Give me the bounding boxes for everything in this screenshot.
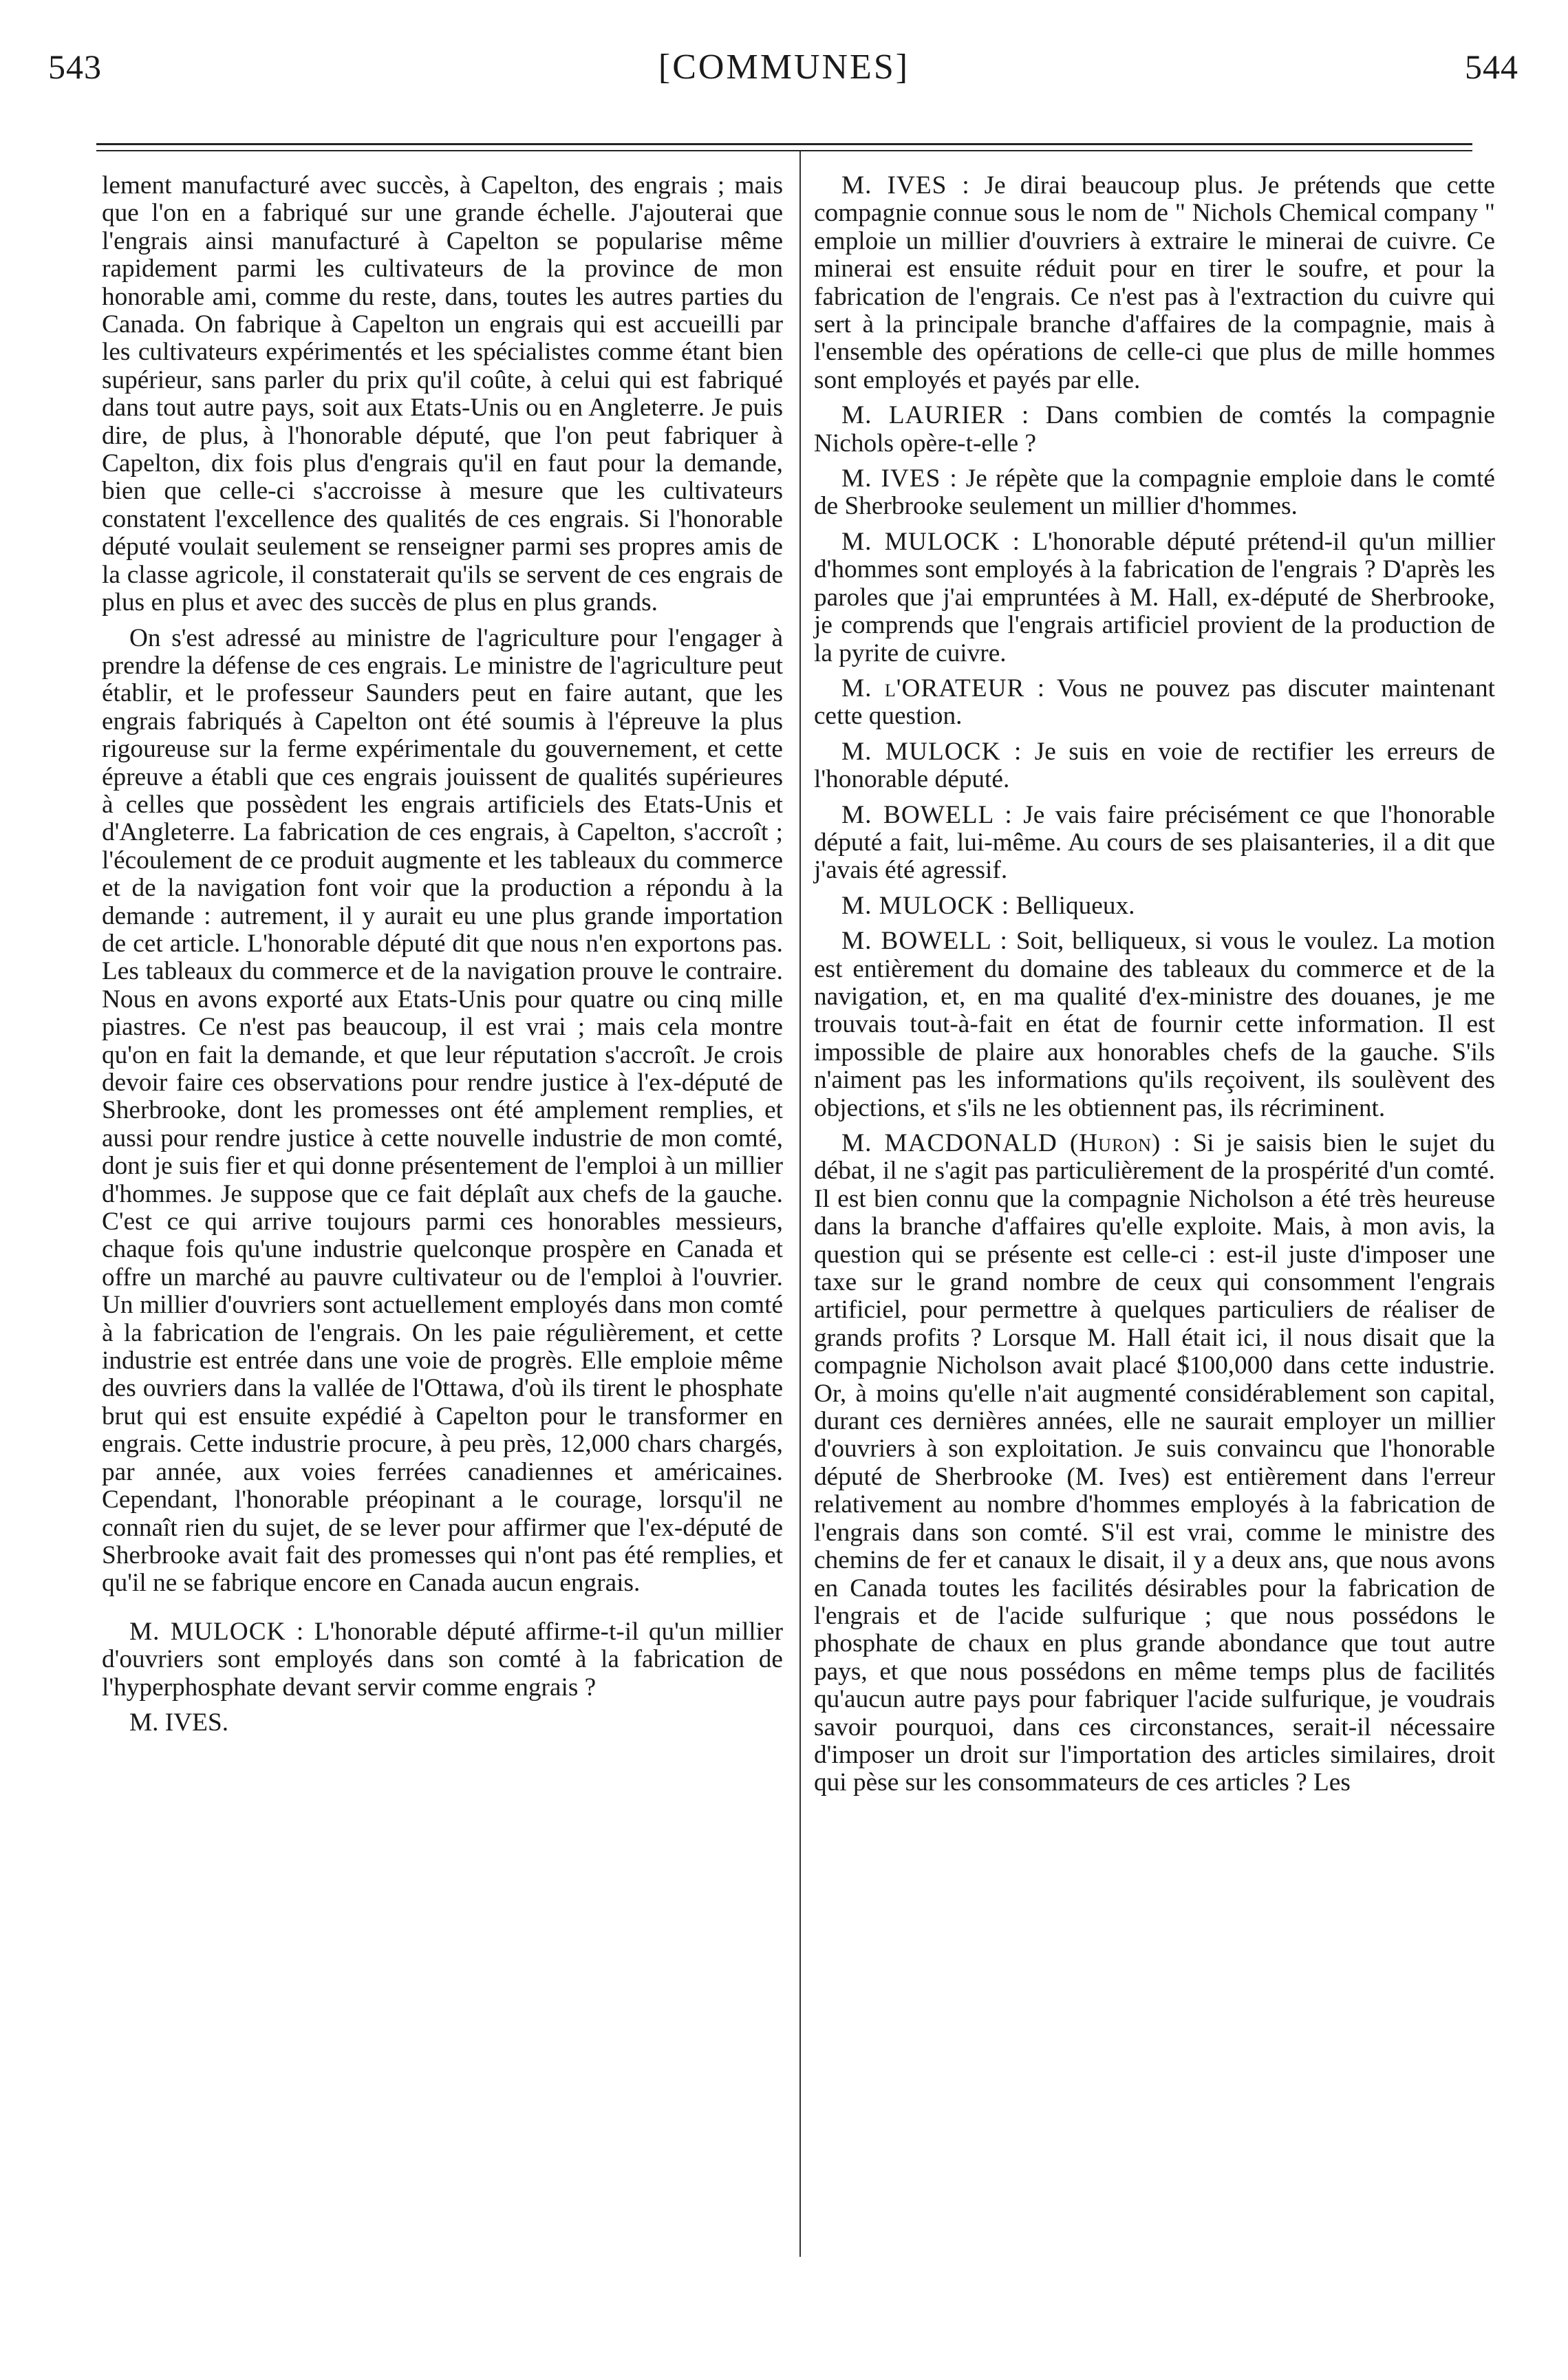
speaker-name: M. l'ORATEUR :: [841, 674, 1046, 703]
column-divider: [799, 151, 801, 2257]
right-column: [814, 172, 1495, 1805]
header-rule-top: [96, 143, 1472, 145]
paragraph: lement manufacturé avec succès, à Capelton, des engrais ; mais que l'on en a fabriqué sur une grande échelle. J'ajouterai que l'engrais ainsi manufacturé à Capelton se popularise même rapidement parmi les cultivateurs de la province de mon honorable ami, comme du reste, dans, toutes les autres parties du Canada. On fabrique à Capelton un engrais qui est accueilli par les cultivateurs expérimentés et les spécialistes comme étant bien supérieur, sans parler du prix qu'il coûte, à celui qui est fabriqué dans tout autre pays, soit aux Etats-Unis ou en Angleterre. Je puis dire, de plus, à l'honorable député, que l'on peut fabriquer à Capelton, dix fois plus d'engrais qu'il en faut pour la demande, bien que celle-ci s'accroisse à mesure que les cultivateurs constatent l'excellence des qualités de ces engrais. Si l'honorable député voulait seulement se renseigner parmi ses propres amis de la classe agricole, il constaterait qu'ils se servent de ces engrais de plus en plus et avec des succès de plus en plus grands.: [102, 171, 783, 617]
header-rule-bottom: [96, 150, 1472, 151]
speaker-name: M. MACDONALD (Huron) :: [841, 1129, 1181, 1157]
speech-text: Soit, belliqueux, si vous le voulez. La motion est entièrement du domaine des tableaux du commerce et de la navigation, et, en ma qualité d'ex-ministre des douanes, je me trouvais tout-à-fait en état de fournir cette information. Il est impossible de plaire aux honorables chefs de la gauche. S'ils n'aiment pas les informations qu'ils reçoivent, ils soulèvent des objections, et s'ils ne les obtiennent pas, ils récriminent.: [814, 927, 1496, 1122]
speech: [814, 172, 1495, 394]
speech-text: Je vais faire précisément ce que l'honorable député a fait, lui-même. Au cours de ses plaisanteries, il a dit que j'avais été agressif.: [814, 800, 1495, 885]
paragraph: On s'est adressé au ministre de l'agriculture pour l'engager à prendre la défense de ces engrais. Le ministre de l'agriculture peut établir, et le professeur Saunders peut en faire autant, que les engrais fabriqués à Capelton ont été soumis à l'épreuve la plus rigoureuse sur la ferme expérimentale du gouvernement, et cette épreuve a établi que ces engrais jouissent de qualités supérieures à celles que possèdent les engrais artificiels des Etats-Unis et d'Angleterre. La fabrication de ces engrais, à Capelton, s'accroît ; l'écoulement de ce produit augmente et les tableaux du commerce et de la navigation font voir que la production a répondu à la demande : autrement, il y aurait eu une plus grande importation de cet article. L'honorable député dit que nous n'en exportons pas. Les tableaux du commerce et de la navigation prouve le contraire. Nous en avons exporté aux Etats-Unis pour quatre ou cinq mille piastres. Ce n'est pas beaucoup, il est vrai ; mais cela montre qu'on en fait la demande, et que leur réputation s'accroît. Je crois devoir faire ces observations pour rendre justice à l'ex-député de Sherbrooke, dont les promesses ont été amplement remplies, et aussi pour rendre justice à cette nouvelle industrie de mon comté, dont je suis fier et qui donne présentement de l'emploi à un millier d'hommes. Je suppose que ce fait déplaît aux chefs de la gauche. C'est ce qui arrive toujours parmi ces honorables messieurs, chaque fois qu'une industrie quelconque prospère en Canada et offre un marché au pauvre cultivateur ou de l'emploi à l'ouvrier. Un millier d'ouvriers sont actuellement employés dans mon comté à la fabrication de l'engrais. On les paie régulièrement, et cette industrie est entrée dans une voie de progrès. Elle emploie même des ouvriers dans la vallée de l'Ottawa, d'où ils tirent le phosphate brut qui est ensuite expédié à Capelton pour le transformer en engrais. Cette industrie procure, à peu près, 12,000 chars chargés, par année, aux voies ferrées canadiennes et américaines. Cependant, l'honorable préopinant a le courage, lorsqu'il ne connaît rien du sujet, de se lever pour affirmer que l'ex-député de Sherbrooke avait fait des promesses qui n'ont pas été remplies, et qu'il ne se fabrique encore en Canada aucun engrais.: [102, 623, 783, 1598]
speech: [814, 675, 1495, 731]
speech-text: Belliqueux.: [1016, 891, 1135, 920]
speech-text: Dans combien de comtés la compagnie Nichols opère-t-elle ?: [814, 401, 1496, 458]
speaker-name: M. LAURIER :: [841, 401, 1030, 430]
speaker-name: M. MULOCK :: [841, 527, 1020, 556]
speech-text: L'honorable député affirme-t-il qu'un millier d'ouvriers sont employés dans son comté à la fabrication de l'hyperphosphate devant servir comme engrais ?: [102, 1617, 784, 1702]
speaker-name: M. BOWELL :: [841, 927, 1008, 956]
speech-text: Si je saisis bien le sujet du débat, il ne s'agit pas particulièrement de la prospérité d'un comté. Il est bien connu que la compagnie Nicholson a été très heureuse dans la branche d'affaires qu'elle exploite. Mais, à mon avis, la question qui se présente est celle-ci : est-il juste d'imposer une taxe sur le grand nombre de ceux qui consomment l'engrais artificiel, pour permettre à quelques particuliers de réaliser de grands profits ? Lorsque M. Hall était ici, il nous disait que la compagnie Nicholson avait placé $100,000 dans cette industrie. Or, à moins qu'elle n'ait augmenté considérablement son capital, durant ces dernières années, elle ne saurait employer un millier d'ouvriers à son exploitation. Je suis convaincu que l'honorable député de Sherbrooke (M. Ives) est entièrement dans l'erreur relativement au nombre d'hommes employés à la fabrication de l'engrais dans son comté. S'il est vrai, comme le ministre des chemins de fer et canaux le disait, il y a deux ans, que nous avons en Canada toutes les facilités désirables pour la fabrication de l'engrais et de l'acide sulfurique ; que nous possédons le phosphate de chaux en plus grande abondance que tout autre pays, et que nous possédons en même temps plus de facilités qu'aucun autre pays pour fabriquer l'acide sulfurique, je voudrais savoir pourquoi, dans ces circonstances, serait-il nécessaire d'imposer un droit sur l'importation des articles similaires, droit qui pèse sur les consommateurs de ces articles ? Les: [814, 1129, 1495, 1797]
speech: [814, 802, 1495, 885]
speech: [814, 465, 1495, 521]
speech: [814, 528, 1495, 667]
speech-text: Je suis en voie de rectifier les erreurs de l'honorable député.: [814, 737, 1496, 794]
speaker-name: M. IVES :: [841, 171, 970, 200]
speech-text: L'honorable député prétend-il qu'un millier d'hommes sont employés à la fabrication de l'engrais ? D'après les paroles que j'ai empruntées à M. Hall, ex-député de Sherbrooke, je comprends que l'engrais artificiel provient de la production de la pyrite de cuivre.: [814, 527, 1496, 667]
speech-text: Vous ne pouvez pas discuter maintenant cette question.: [814, 674, 1495, 731]
speaker-name: M. BOWELL :: [841, 800, 1013, 829]
speech: [814, 402, 1495, 458]
speaker-name: M. IVES.: [129, 1708, 229, 1737]
speaker-name: M. MULOCK :: [129, 1617, 305, 1646]
speech: [814, 892, 1495, 920]
page-number-right: 544: [1465, 47, 1518, 86]
speech-text: Je dirai beaucoup plus. Je prétends que cette compagnie connue sous le nom de " Nichols Chemical company " emploie un millier d'ouvriers à extraire le minerai de cuivre. Ce minerai est ensuite réduit pour en tirer le soufre, et pour la fabrication de l'engrais. Ce n'est pas à l'extraction du cuivre qui sert à la principale branche d'affaires de la compagnie, mais à l'ensemble des opérations de celle-ci que plus de mille hommes sont employés et payés par elle.: [814, 171, 1495, 394]
page-header: [0, 47, 1568, 102]
left-column: [102, 172, 783, 1737]
page-number-left: 543: [48, 47, 102, 86]
speaker-name: M. MULOCK :: [841, 737, 1022, 766]
speech: [102, 1618, 783, 1702]
speech: [814, 1130, 1495, 1797]
speech: [814, 738, 1495, 794]
speaker-name: M. MULOCK :: [841, 891, 1010, 920]
speech: [814, 928, 1495, 1122]
speech-text: Je répète que la compagnie emploie dans le comté de Sherbrooke seulement un millier d'hommes.: [814, 464, 1495, 521]
speaker-name: M. IVES :: [841, 464, 958, 493]
running-title: [COMMUNES]: [658, 47, 910, 87]
